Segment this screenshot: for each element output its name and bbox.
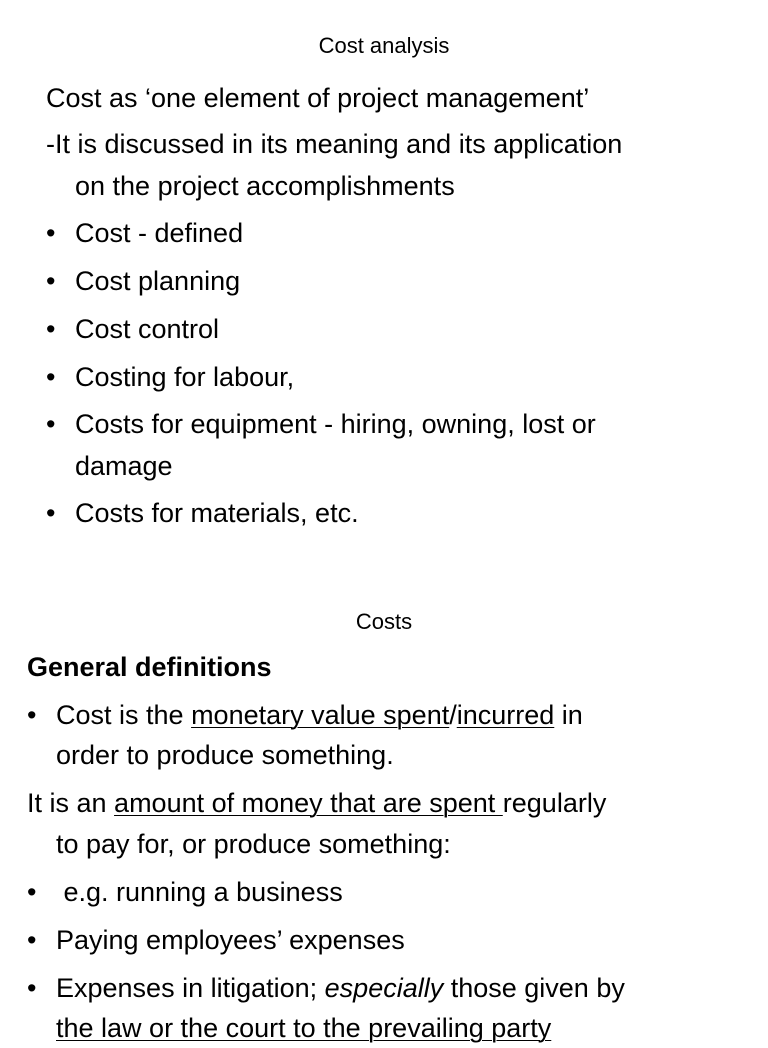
slide-costs <box>0 575 768 1043</box>
bullet-dot: • <box>46 218 56 248</box>
subpoint-line-1: -It is discussed in its meaning and its application <box>46 129 623 159</box>
list-item: Cost control <box>75 314 220 344</box>
bullet-dot: • <box>46 409 56 439</box>
list-item: Expenses in litigation; especially those given by <box>56 973 625 1003</box>
list-item: Cost - defined <box>75 218 244 248</box>
slide-title: Costs <box>355 609 413 634</box>
bullet-dot: • <box>27 973 37 1003</box>
list-item: e.g. running a business <box>56 877 343 907</box>
subpoint-line-2: on the project accomplishments <box>75 171 455 201</box>
bullet-dot: • <box>46 498 56 528</box>
list-item-continuation: damage <box>75 451 173 481</box>
slide-title: Cost analysis <box>318 33 450 58</box>
bullet-dot: • <box>46 362 56 392</box>
bullet-dot: • <box>27 925 37 955</box>
bullet-dot: • <box>27 700 37 730</box>
definition-2-continuation: to pay for, or produce something: <box>56 829 451 859</box>
bullet-dot: • <box>46 314 56 344</box>
definition-1: Cost is the monetary value spent/incurred in <box>56 700 583 730</box>
list-item-continuation: the law or the court to the prevailing party <box>56 1013 552 1043</box>
section-heading: General definitions <box>27 652 272 682</box>
definition-1-continuation: order to produce something. <box>56 740 394 770</box>
bullet-dot: • <box>46 266 56 296</box>
list-item: Costs for equipment - hiring, owning, lost or <box>75 409 596 439</box>
list-item: Costing for labour, <box>75 362 295 392</box>
definition-2: It is an amount of money that are spent regularly <box>27 788 607 818</box>
list-item: Paying employees’ expenses <box>56 925 405 955</box>
bullet-dot: • <box>27 877 37 907</box>
list-item: Costs for materials, etc. <box>75 498 359 528</box>
list-item: Cost planning <box>75 266 241 296</box>
intro-line: Cost as ‘one element of project management’ <box>46 83 590 113</box>
